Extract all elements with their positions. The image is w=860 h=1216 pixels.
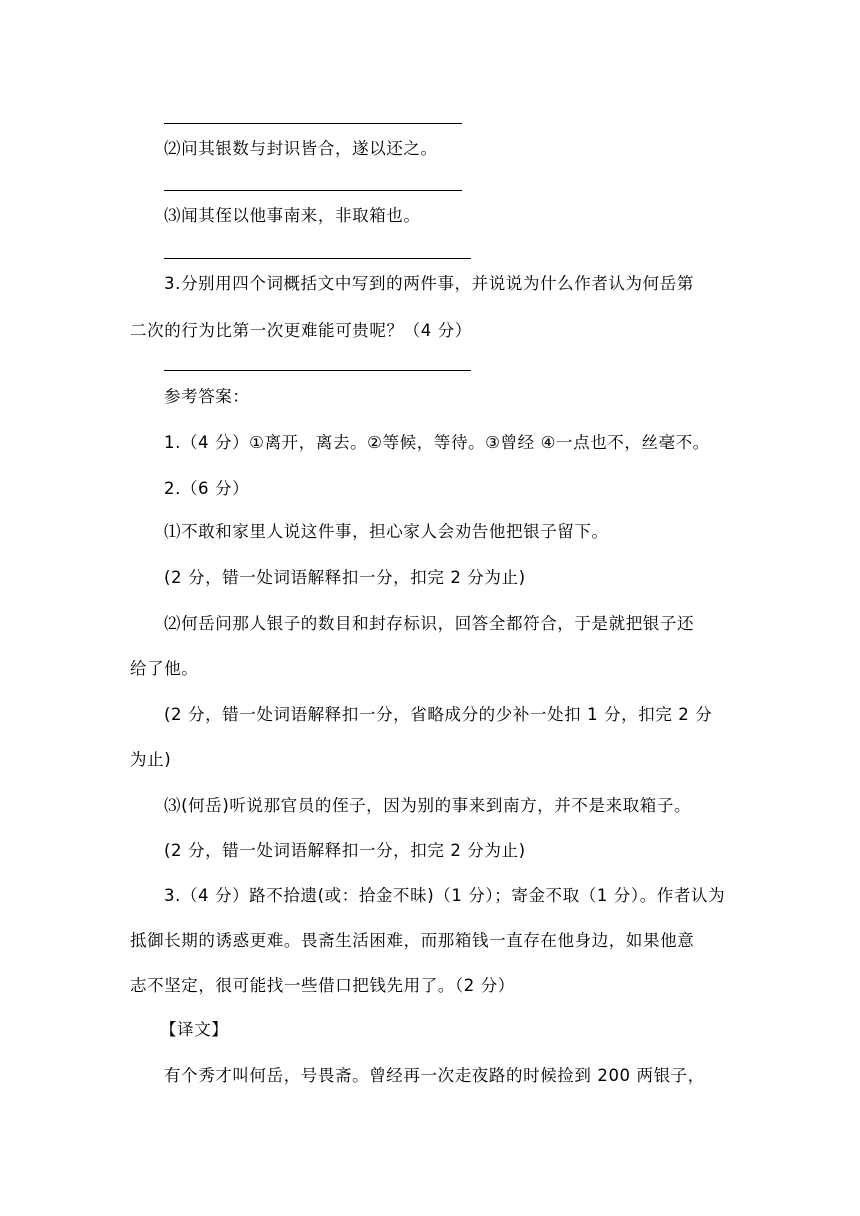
answer-blank-line <box>164 370 471 371</box>
answer-2-item-2-line-1: ⑵何岳问那人银子的数目和封存标识，回答全都符合，于是就把银子还 <box>164 614 695 633</box>
answer-3-line-1: 3.（4 分）路不拾遗(或：拾金不昧)（1 分）；寄金不取（1 分）。作者认为 <box>164 886 726 905</box>
answer-3-line-2: 抵御长期的诱惑更难。畏斋生活困难，而那箱钱一直存在他身边，如果他意 <box>130 931 695 950</box>
answer-blank-line <box>164 123 462 124</box>
translation-line-1: 有个秀才叫何岳，号畏斋。曾经再一次走夜路的时候捡到 200 两银子， <box>164 1066 705 1085</box>
question-2-item-3: ⑶闻其侄以他事南来，非取箱也。 <box>164 206 421 225</box>
answer-blank-line <box>164 190 462 191</box>
answer-2-item-2-score-line-1: (2 分，错一处词语解释扣一分，省略成分的少补一处扣 1 分，扣完 2 分 <box>164 705 713 724</box>
question-2-item-2: ⑵问其银数与封识皆合，遂以还之。 <box>164 139 438 158</box>
answer-2-item-3: ⑶(何岳)听说那官员的侄子，因为别的事来到南方，并不是来取箱子。 <box>164 796 692 815</box>
question-3-line-2: 二次的行为比第一次更难能可贵呢？（4 分） <box>130 321 472 340</box>
answer-2-item-1-score: (2 分，错一处词语解释扣一分，扣完 2 分为止) <box>164 568 526 587</box>
answer-2-item-2-line-2: 给了他。 <box>130 659 199 678</box>
answer-2-heading: 2.（6 分） <box>164 479 250 498</box>
answer-2-item-1: ⑴不敢和家里人说这件事，担心家人会劝告他把银子留下。 <box>164 522 609 541</box>
answer-blank-line <box>164 258 471 259</box>
answer-2-item-3-score: (2 分，错一处词语解释扣一分，扣完 2 分为止) <box>164 841 526 860</box>
question-3-line-1: 3.分别用四个词概括文中写到的两件事，并说说为什么作者认为何岳第 <box>164 274 694 293</box>
answers-heading: 参考答案： <box>164 387 250 406</box>
answer-3-line-3: 志不坚定，很可能找一些借口把钱先用了。（2 分） <box>130 976 515 995</box>
answer-1: 1.（4 分）①离开，离去。②等候，等待。③曾经 ④一点也不，丝毫不。 <box>164 433 710 452</box>
answer-2-item-2-score-line-2: 为止) <box>130 750 172 769</box>
translation-heading: 【译文】 <box>160 1020 229 1039</box>
